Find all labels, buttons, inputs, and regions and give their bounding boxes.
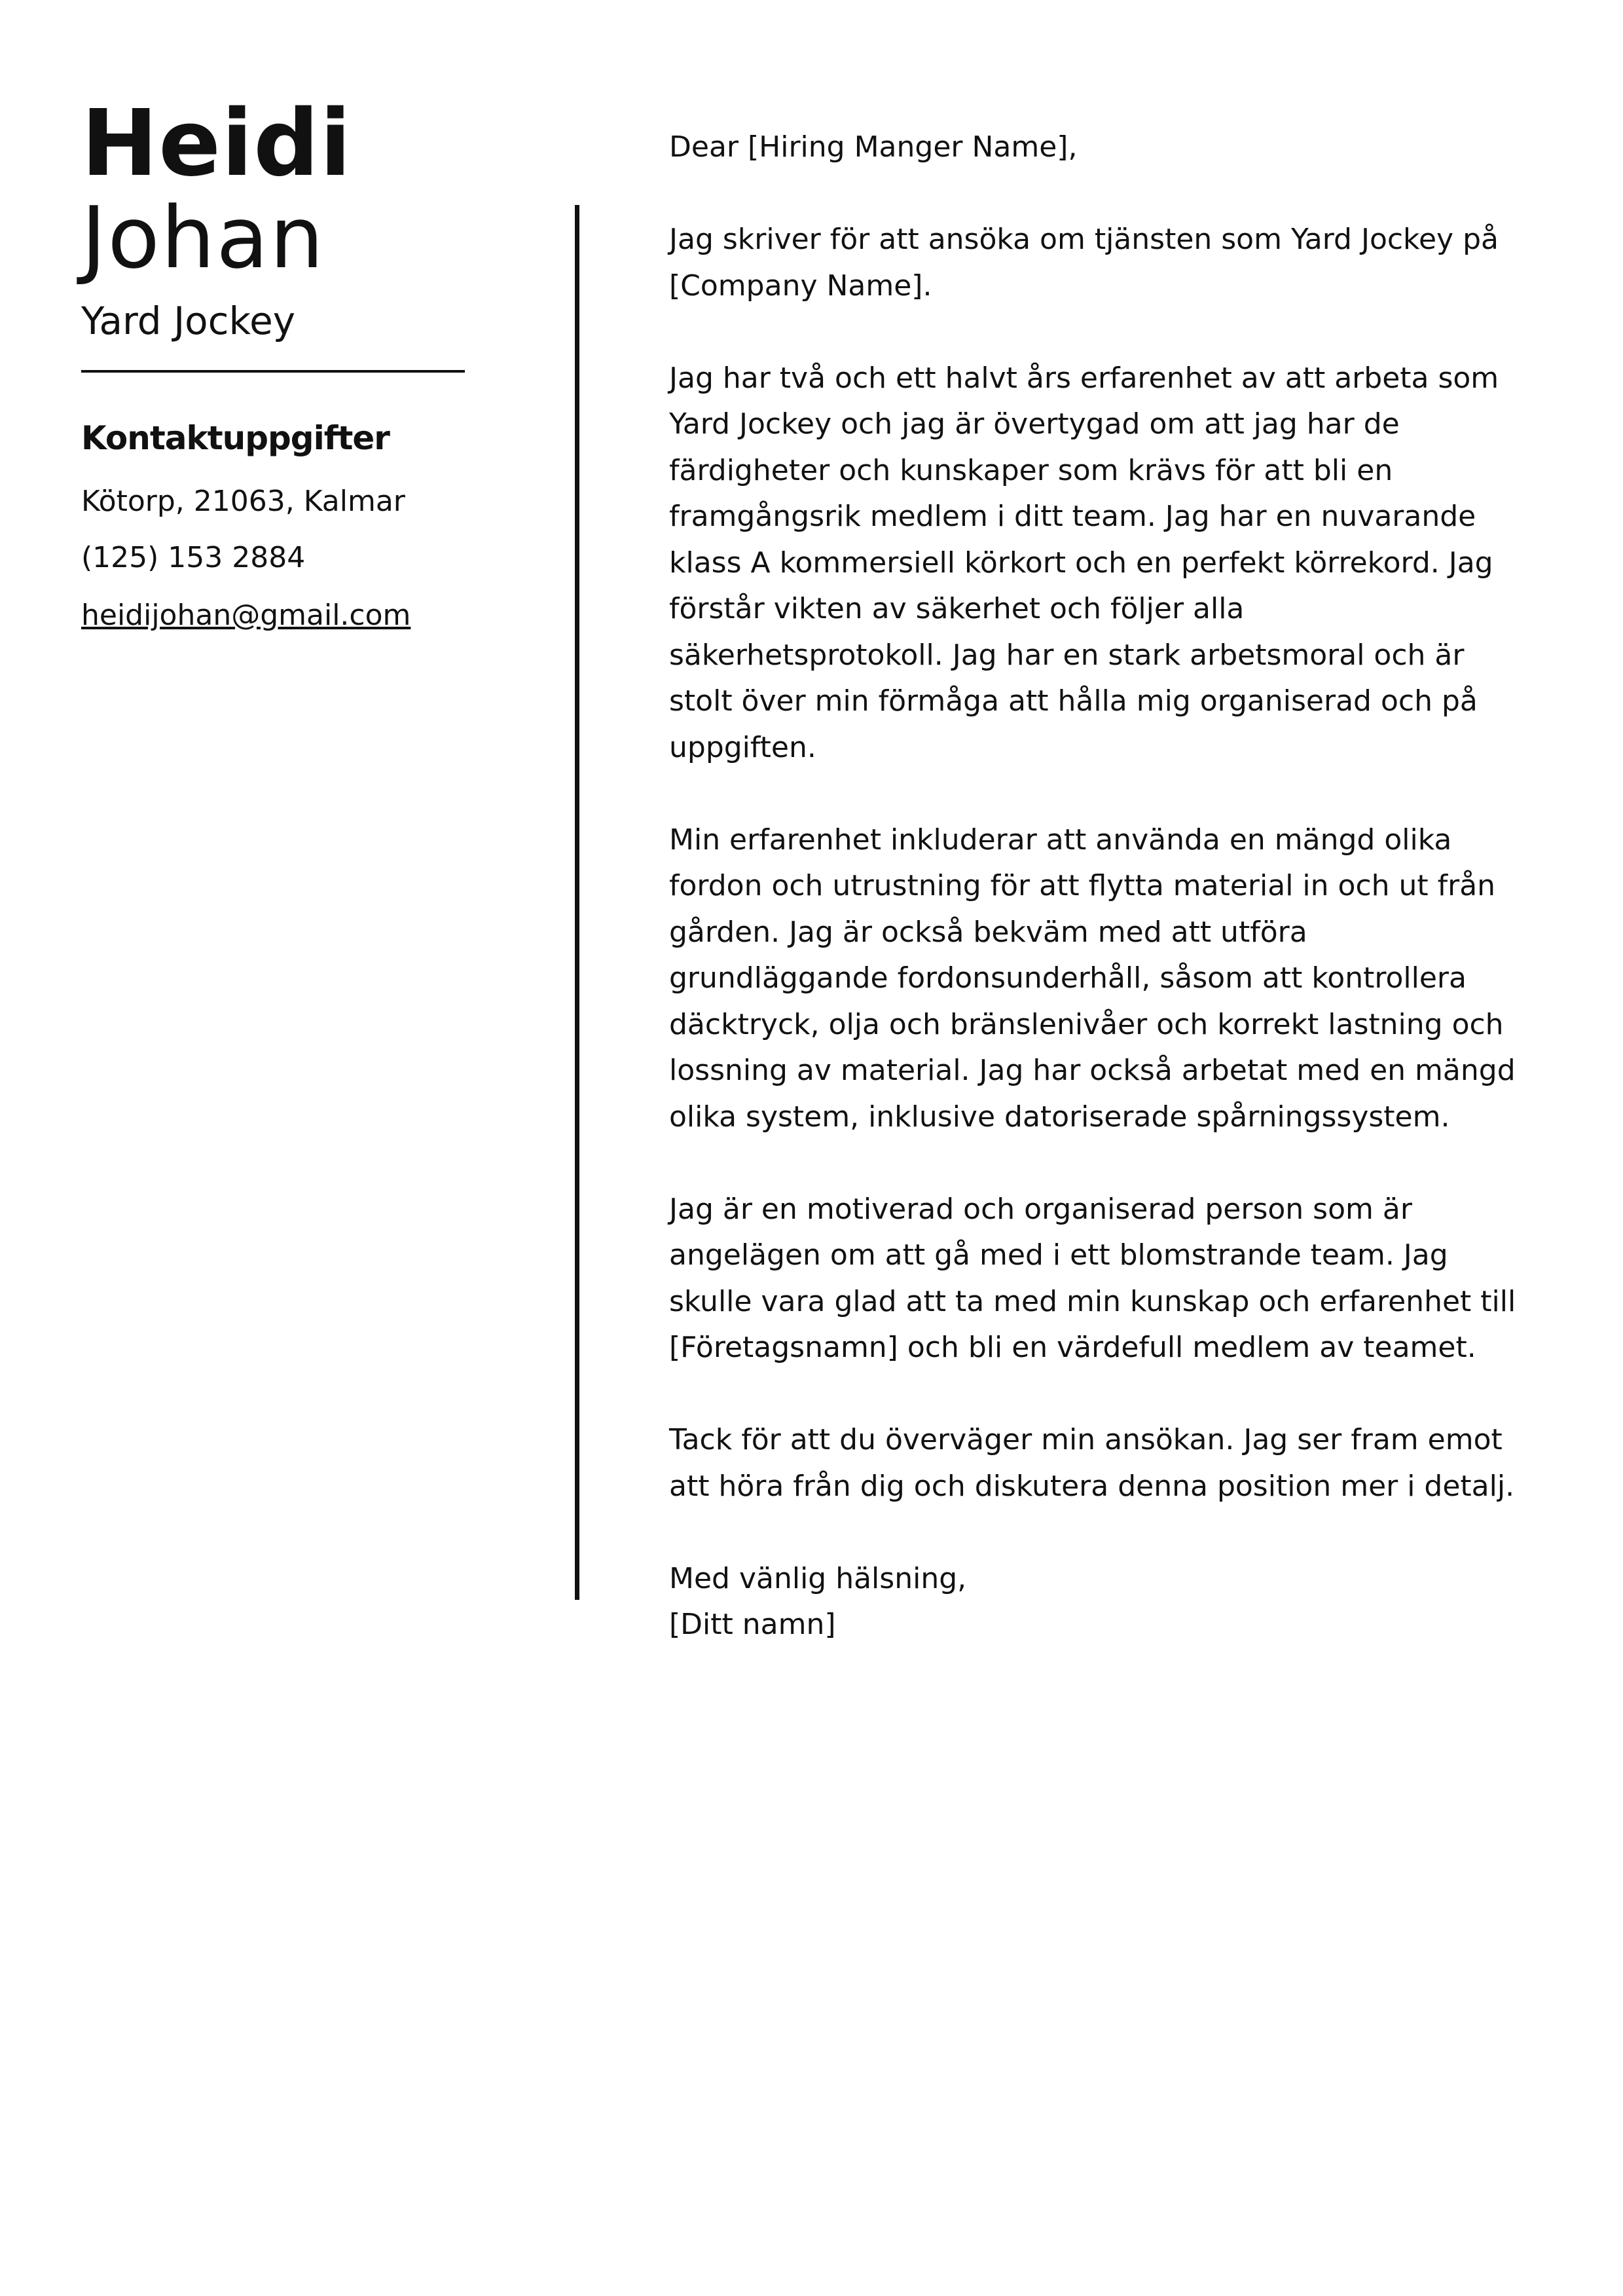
first-name: Heidi bbox=[81, 90, 352, 197]
sidebar-divider bbox=[81, 370, 465, 373]
contact-email-link[interactable]: heidijohan@gmail.com bbox=[81, 599, 411, 632]
closing-line: Med vänlig hälsning, bbox=[669, 1561, 967, 1595]
contact-phone: (125) 153 2884 bbox=[81, 541, 306, 574]
sidebar bbox=[81, 90, 474, 632]
signature-placeholder: [Ditt namn] bbox=[669, 1608, 836, 1641]
letter-paragraph: Min erfarenhet inkluderar att använda en mängd olika fordon och utrustning för att flytta material in och ut från gården. Jag är också bekväm med att utföra grundläggande fordonsunderhåll, såsom att kontrollera däcktryck, olja och bränslenivåer och korrekt lastning och lossning av material. Jag har också arbetat med en mängd olika system, inklusive datoriserade spårningssystem. bbox=[669, 823, 1516, 1134]
salutation: Dear [Hiring Manger Name], bbox=[669, 130, 1078, 164]
vertical-divider bbox=[575, 205, 579, 1600]
last-name: Johan bbox=[81, 188, 325, 287]
letter-body bbox=[669, 124, 1520, 1648]
contact-address: Kötorp, 21063, Kalmar bbox=[81, 485, 405, 518]
letter-paragraph: Jag har två och ett halvt års erfarenhet av att arbeta som Yard Jockey och jag är övertygad om att jag har de färdigheter och kunskaper som krävs för att bli en framgångsrik medlem i ditt team. Jag har en nuvarande klass A kommersiell körkort och en perfekt körrekord. Jag förstår vikten av säkerhet och följer alla säkerhetsprotokoll. Jag har en stark arbetsmoral och är stolt över min förmåga att hålla mig organiserad och på uppgiften. bbox=[669, 361, 1499, 764]
contact-heading: Kontaktuppgifter bbox=[81, 419, 390, 457]
job-title: Yard Jockey bbox=[81, 299, 296, 343]
letter-paragraph: Tack för att du överväger min ansökan. Jag ser fram emot att höra från dig och diskutera denna position mer i detalj. bbox=[669, 1423, 1515, 1503]
letter-paragraph: Jag skriver för att ansöka om tjänsten som Yard Jockey på [Company Name]. bbox=[669, 223, 1499, 303]
letter-paragraph: Jag är en motiverad och organiserad person som är angelägen om att gå med i ett blomstrande team. Jag skulle vara glad att ta med min kunskap och erfarenhet till [Företagsnamn] och bli en värdefull medlem av teamet. bbox=[669, 1192, 1516, 1364]
